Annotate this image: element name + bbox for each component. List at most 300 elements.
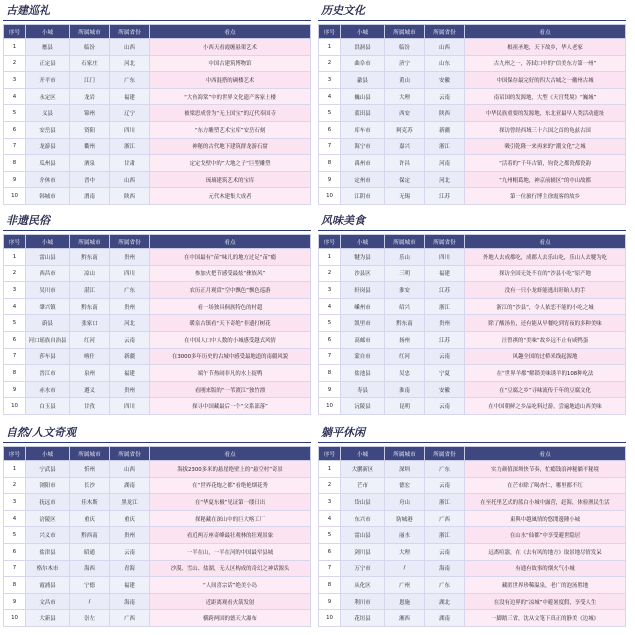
city-cell: 红河 <box>385 348 425 365</box>
province-cell: 广东 <box>425 461 465 478</box>
city-cell: 无锡 <box>385 188 425 205</box>
town-cell: 江阴市 <box>341 188 385 205</box>
table-row <box>319 265 626 282</box>
town-cell: 利川市 <box>341 593 385 610</box>
column-header: 所属城市 <box>70 25 110 39</box>
town-cell: 歙县 <box>341 72 385 89</box>
city-cell: 遵义 <box>70 381 110 398</box>
highlight-cell: 实力颜值深圳快节奏，忙瘾钱浪神秘躺平秘境 <box>465 461 626 478</box>
city-cell: 黔东南 <box>70 249 110 266</box>
city-cell: 临汾 <box>70 39 110 56</box>
city-cell: 广州 <box>385 577 425 594</box>
column-header: 看点 <box>465 447 626 461</box>
rank-cell: 2 <box>319 55 341 72</box>
province-cell: 江苏 <box>425 188 465 205</box>
town-cell: 芒市 <box>341 477 385 494</box>
rank-cell: 1 <box>319 461 341 478</box>
town-cell: 浏阳市 <box>26 477 70 494</box>
city-cell: 张家口 <box>70 315 110 332</box>
city-cell: 渭南 <box>70 188 110 205</box>
province-cell: 云南 <box>425 348 465 365</box>
province-cell: 湖北 <box>425 593 465 610</box>
column-header: 小城 <box>341 235 385 249</box>
town-cell: 雷山县 <box>341 527 385 544</box>
city-cell: 德宏 <box>385 477 425 494</box>
column-header: 看点 <box>150 25 311 39</box>
section-panel <box>318 212 626 415</box>
highlight-cell: “东方雕塑艺术宝库”安岳石刻 <box>150 121 311 138</box>
highlight-cell: 看刚来版的“一苇渡江”独竹漂 <box>150 381 311 398</box>
table-row <box>319 381 626 398</box>
section-title: 历史文化 <box>318 2 626 21</box>
city-cell: 许昌 <box>385 155 425 172</box>
table-row <box>4 577 311 594</box>
rank-cell: 8 <box>319 365 341 382</box>
highlight-cell: “活着的”千年古镇，钧瓷之都瓷都瓷韵 <box>465 155 626 172</box>
town-cell: 正定县 <box>26 55 70 72</box>
rank-cell: 6 <box>319 121 341 138</box>
town-cell: 东兴市 <box>341 510 385 527</box>
province-cell: 河北 <box>425 171 465 188</box>
table-row <box>319 348 626 365</box>
rank-cell: 10 <box>4 188 26 205</box>
city-cell: 大理 <box>385 88 425 105</box>
highlight-cell: 探访全国无处不在的“沙县小吃”原产地 <box>465 265 626 282</box>
table-row <box>4 381 311 398</box>
town-cell: 寿县 <box>341 381 385 398</box>
town-cell: 白玉县 <box>26 398 70 415</box>
city-cell: 黔西南 <box>70 527 110 544</box>
province-cell: 陕西 <box>425 105 465 122</box>
rank-cell: 10 <box>4 610 26 627</box>
table-row <box>319 477 626 494</box>
column-header: 看点 <box>465 235 626 249</box>
province-cell: 四川 <box>110 265 150 282</box>
table-row <box>319 610 626 627</box>
province-cell: 福建 <box>110 577 150 594</box>
highlight-cell: 在至托里艺式的蓝白小城中露营，赶海，体验渔民生活 <box>465 494 626 511</box>
column-header: 看点 <box>150 235 311 249</box>
table-row <box>4 39 311 56</box>
rank-cell: 3 <box>4 282 26 299</box>
table-row <box>319 298 626 315</box>
province-cell: 浙江 <box>110 138 150 155</box>
column-header: 小城 <box>26 25 70 39</box>
city-cell: 济宁 <box>385 55 425 72</box>
town-cell: 蔚县 <box>26 315 70 332</box>
province-cell: 黑龙江 <box>110 494 150 511</box>
table-row <box>4 365 311 382</box>
column-header: 序号 <box>319 235 341 249</box>
highlight-cell: 在中国人口中人数的小城感受越式风情 <box>150 331 311 348</box>
highlight-cell: 定定戈壁中的“大地之子”巨型雕塑 <box>150 155 311 172</box>
rank-cell: 7 <box>4 138 26 155</box>
column-header: 序号 <box>4 447 26 461</box>
province-cell: 浙江 <box>425 298 465 315</box>
highlight-cell: 海拔2300多米的悬崖绝壁上的“悬空村”奇景 <box>150 461 311 478</box>
town-cell: 定州市 <box>341 171 385 188</box>
rank-cell: 6 <box>319 331 341 348</box>
town-cell: 肇兴镇 <box>26 298 70 315</box>
city-cell: 乐山 <box>385 249 425 266</box>
city-cell: 淮安 <box>385 282 425 299</box>
table-row <box>4 88 311 105</box>
table-row <box>319 105 626 122</box>
rank-cell: 1 <box>4 461 26 478</box>
highlight-cell: 元代木建集大成者 <box>150 188 311 205</box>
rank-cell: 9 <box>319 381 341 398</box>
table-header-row <box>4 235 311 249</box>
highlight-cell: 沙漠、雪山、盐湖，无人区构成的奇幻之神话源头 <box>150 560 311 577</box>
rank-cell: 10 <box>4 398 26 415</box>
table-row <box>319 593 626 610</box>
province-cell: 山西 <box>110 171 150 188</box>
table-row <box>4 593 311 610</box>
rank-cell: 2 <box>4 265 26 282</box>
province-cell: 江苏 <box>425 282 465 299</box>
highlight-cell: 浙江的“沙县”，令人依恋不能的小吃之城 <box>465 298 626 315</box>
town-cell: 莎车县 <box>26 348 70 365</box>
town-cell: 禹州市 <box>341 155 385 172</box>
highlight-cell: “九州帽葛地，神京前辅区”的中山故都 <box>465 171 626 188</box>
highlight-cell: 看近两万座奇峰最壮观林的壮观景象 <box>150 527 311 544</box>
highlight-cell: 在山水“仙都”中享受避世隐居 <box>465 527 626 544</box>
highlight-cell: 東與中越風情的悠閒邊陲小城 <box>465 510 626 527</box>
highlight-cell: 中华民族重要的发源地，东北亚最早人类活动遗址 <box>465 105 626 122</box>
province-cell: 安徽 <box>425 72 465 89</box>
city-cell: 长沙 <box>70 477 110 494</box>
highlight-cell: 吸引乾隆一来再来的“潮文化”之城 <box>465 138 626 155</box>
rank-cell: 9 <box>4 171 26 188</box>
rank-cell: 10 <box>319 188 341 205</box>
section-panel <box>3 424 311 627</box>
city-cell: 晋中 <box>70 171 110 188</box>
highlight-cell: 在中国最有“苗”味儿的地方过足“苗”瘾 <box>150 249 311 266</box>
table-row <box>319 39 626 56</box>
highlight-cell: 南诏国的发源地，大型《天宫梵境》“巍城” <box>465 88 626 105</box>
highlight-cell: 外地人去成都吃，成都人去乐山吃，乐山人去犍为吃 <box>465 249 626 266</box>
city-cell: 深圳 <box>385 461 425 478</box>
town-cell: 蒙自市 <box>341 348 385 365</box>
table-row <box>319 55 626 72</box>
table-row <box>319 138 626 155</box>
province-cell: 广东 <box>110 282 150 299</box>
rank-cell: 10 <box>319 610 341 627</box>
table-header-row <box>319 447 626 461</box>
highlight-cell: “大鱼海棠”中的世界文化遗产客家土楼 <box>150 88 311 105</box>
rank-cell: 8 <box>319 155 341 172</box>
table-header-row <box>4 447 311 461</box>
city-cell: 绍兴 <box>385 298 425 315</box>
town-cell: 剑川县 <box>341 543 385 560</box>
highlight-cell: 除了酸汤鱼，还有能从早餐吃到宵夜的多种美味 <box>465 315 626 332</box>
highlight-cell: 神秘的古代地下建筑群龙游石窟 <box>150 138 311 155</box>
ranking-table <box>3 446 311 627</box>
table-row <box>4 331 311 348</box>
town-cell: 韩城市 <box>26 188 70 205</box>
province-cell: 四川 <box>425 249 465 266</box>
rank-cell: 9 <box>319 171 341 188</box>
highlight-cell: 暖泉古镇看“天下奇绝”非遗打树花 <box>150 315 311 332</box>
province-cell: 山西 <box>110 39 150 56</box>
section-panel <box>3 212 311 415</box>
town-cell: 應县 <box>26 39 70 56</box>
rank-cell: 1 <box>319 39 341 56</box>
province-cell: 山东 <box>425 55 465 72</box>
ranking-table <box>3 24 311 205</box>
rank-cell: 8 <box>4 577 26 594</box>
table-row <box>319 331 626 348</box>
section-panel <box>318 2 626 205</box>
city-cell: 佳木斯 <box>70 494 110 511</box>
city-cell: 保定 <box>385 171 425 188</box>
town-cell: 格尔木市 <box>26 560 70 577</box>
rank-cell: 3 <box>319 72 341 89</box>
highlight-cell: 小西天看霞缠悬架艺术 <box>150 39 311 56</box>
table-row <box>4 249 311 266</box>
city-cell: 黔东南 <box>70 298 110 315</box>
table-row <box>4 510 311 527</box>
province-cell: 河南 <box>425 155 465 172</box>
highlight-cell: 远离喧嚣，在《去有风的地方》取景地尽情发呆 <box>465 543 626 560</box>
province-cell: 浙江 <box>425 138 465 155</box>
highlight-cell: 在芒市除了喝杏仁，哪里都不红 <box>465 477 626 494</box>
city-cell: 海西 <box>70 560 110 577</box>
highlight-cell: 在“世界花炮之都”看绝艳烟花秀 <box>150 477 311 494</box>
highlight-cell: 在没有边界的“凉城”中避暑度假，享受人生 <box>465 593 626 610</box>
town-cell: 兴义市 <box>26 527 70 544</box>
province-cell: 宁夏 <box>425 365 465 382</box>
column-header: 所属省份 <box>425 447 465 461</box>
column-header: 所属城市 <box>70 447 110 461</box>
province-cell: 海南 <box>110 593 150 610</box>
city-cell: 喀什 <box>70 348 110 365</box>
rank-cell: 9 <box>4 593 26 610</box>
column-header: 所属城市 <box>385 447 425 461</box>
table-row <box>4 72 311 89</box>
ranking-table <box>318 446 626 627</box>
column-header: 序号 <box>319 25 341 39</box>
city-cell: 酒泉 <box>70 155 110 172</box>
rank-cell: 7 <box>4 348 26 365</box>
column-header: 序号 <box>4 25 26 39</box>
town-cell: 大鹏新区 <box>341 461 385 478</box>
city-cell: 衢州 <box>70 138 110 155</box>
city-cell: 重庆 <box>70 510 110 527</box>
highlight-cell: 中西混搭的碉楼艺术 <box>150 72 311 89</box>
province-cell: 云南 <box>425 477 465 494</box>
table-row <box>319 461 626 478</box>
section-title: 自然/人文奇观 <box>3 424 311 443</box>
rank-cell: 8 <box>4 365 26 382</box>
table-row <box>319 72 626 89</box>
column-header: 所属省份 <box>425 235 465 249</box>
rank-cell: 9 <box>319 593 341 610</box>
rank-cell: 3 <box>319 494 341 511</box>
town-cell: 介休市 <box>26 171 70 188</box>
table-row <box>319 249 626 266</box>
highlight-cell: 在“华夏东极”见证第一缕日出 <box>150 494 311 511</box>
table-header-row <box>4 25 311 39</box>
town-cell: 雷山县 <box>26 249 70 266</box>
table-header-row <box>319 25 626 39</box>
ranking-table <box>3 234 311 415</box>
rank-cell: 2 <box>4 477 26 494</box>
section-title: 古建巡礼 <box>3 2 311 21</box>
city-cell: 黄山 <box>385 72 425 89</box>
highlight-cell: 在中国朝鲜之乡品吃料过游，尝遍地道山西美味 <box>465 398 626 415</box>
column-header: 小城 <box>341 447 385 461</box>
town-cell: 宁武县 <box>26 461 70 478</box>
province-cell: 四川 <box>110 398 150 415</box>
town-cell: 开平市 <box>26 72 70 89</box>
province-cell: 广东 <box>110 72 150 89</box>
province-cell: 云南 <box>425 88 465 105</box>
highlight-cell: 风趣全国的过桥米线起源地 <box>465 348 626 365</box>
city-cell: 江门 <box>70 72 110 89</box>
highlight-cell: 中国保存最完好的四大古城之一徽州古城 <box>465 72 626 89</box>
town-cell: 蓝田县 <box>341 105 385 122</box>
city-cell: 昭通 <box>70 543 110 560</box>
city-cell: 恩施 <box>385 593 425 610</box>
highlight-cell: “人间喜宗话”绝美小岛 <box>150 577 311 594</box>
province-cell: 新疆 <box>425 121 465 138</box>
highlight-cell: 被梁思成誉为“无上国宝”的辽代奉国寺 <box>150 105 311 122</box>
province-cell: 云南 <box>110 543 150 560</box>
town-cell: 轩岗县 <box>341 282 385 299</box>
town-cell: 花垣县 <box>341 610 385 627</box>
city-cell: 丽水 <box>385 527 425 544</box>
town-cell: 河口瑶族自治县 <box>26 331 70 348</box>
rank-cell: 5 <box>319 527 341 544</box>
city-cell: / <box>385 560 425 577</box>
rank-cell: 2 <box>319 265 341 282</box>
town-cell: 文昌市 <box>26 593 70 610</box>
table-row <box>4 138 311 155</box>
province-cell: 浙江 <box>425 527 465 544</box>
province-cell: 安徽 <box>425 381 465 398</box>
rank-cell: 5 <box>4 315 26 332</box>
town-cell: 瓜州县 <box>26 155 70 172</box>
rank-cell: 6 <box>4 331 26 348</box>
highlight-cell: 有通有故事的烟火气小城 <box>465 560 626 577</box>
town-cell: 凯里市 <box>341 315 385 332</box>
rank-cell: 5 <box>4 527 26 544</box>
column-header: 所属城市 <box>385 25 425 39</box>
table-row <box>4 315 311 332</box>
city-cell: 三明 <box>385 265 425 282</box>
town-cell: 高邮市 <box>341 331 385 348</box>
city-cell: 嘉兴 <box>385 138 425 155</box>
table-row <box>319 155 626 172</box>
column-header: 所属省份 <box>425 25 465 39</box>
table-row <box>4 527 311 544</box>
town-cell: 犍为县 <box>341 249 385 266</box>
province-cell: 海南 <box>425 560 465 577</box>
rank-cell: 5 <box>4 105 26 122</box>
province-cell: 云南 <box>425 398 465 415</box>
highlight-cell: 中国古建筑博物馆 <box>150 55 311 72</box>
column-header: 所属城市 <box>385 235 425 249</box>
rank-cell: 6 <box>4 543 26 560</box>
town-cell: 万宁市 <box>341 560 385 577</box>
highlight-cell: 近距离观看火箭发射 <box>150 593 311 610</box>
highlight-cell: 端午节热闹非凡的水上捉鸭 <box>150 365 311 382</box>
city-cell: 宁德 <box>70 577 110 594</box>
town-cell: 岱山县 <box>341 494 385 511</box>
city-cell: 淮南 <box>385 381 425 398</box>
town-cell: 晋江市 <box>26 365 70 382</box>
table-row <box>4 282 311 299</box>
town-cell: 曲阜市 <box>341 55 385 72</box>
table-row <box>319 121 626 138</box>
city-cell: 阿克苏 <box>385 121 425 138</box>
rank-cell: 8 <box>319 577 341 594</box>
town-cell: 库车市 <box>341 121 385 138</box>
rank-cell: 6 <box>319 543 341 560</box>
province-cell: 湖南 <box>110 477 150 494</box>
province-cell: 河北 <box>110 315 150 332</box>
rank-cell: 1 <box>4 39 26 56</box>
city-cell: 防城港 <box>385 510 425 527</box>
town-cell: 大新县 <box>26 610 70 627</box>
highlight-cell: 根祖圣地，天下故乡，华人老家 <box>465 39 626 56</box>
rank-cell: 4 <box>319 298 341 315</box>
town-cell: 嵊州市 <box>341 298 385 315</box>
province-cell: 贵州 <box>110 249 150 266</box>
table-row <box>319 494 626 511</box>
rank-cell: 5 <box>319 315 341 332</box>
rank-cell: 5 <box>319 105 341 122</box>
table-row <box>319 365 626 382</box>
table-row <box>4 494 311 511</box>
rank-cell: 6 <box>4 121 26 138</box>
city-cell: 红河 <box>70 331 110 348</box>
city-cell: 资阳 <box>70 121 110 138</box>
highlight-cell: 在3000多年历史的古城中感受最地道的南疆风貌 <box>150 348 311 365</box>
city-cell: 崇左 <box>70 610 110 627</box>
highlight-cell: 在“世界羊都”解锁美味诱羊的108种吃法 <box>465 365 626 382</box>
city-cell: / <box>70 593 110 610</box>
rank-cell: 9 <box>4 381 26 398</box>
table-row <box>4 105 311 122</box>
rank-cell: 2 <box>319 477 341 494</box>
section-panel <box>3 2 311 205</box>
highlight-cell: 农历正月观赏“空中飘色”飘色巡游 <box>150 282 311 299</box>
city-cell: 凉山 <box>70 265 110 282</box>
province-cell: 贵州 <box>110 527 150 544</box>
city-cell: 临汾 <box>385 39 425 56</box>
town-cell: 抚远市 <box>26 494 70 511</box>
province-cell: 云南 <box>425 543 465 560</box>
column-header: 小城 <box>26 235 70 249</box>
highlight-cell: 琉璃建筑艺术的宝库 <box>150 171 311 188</box>
rank-cell: 7 <box>319 348 341 365</box>
province-cell: 陕西 <box>110 188 150 205</box>
column-header: 所属省份 <box>110 25 150 39</box>
highlight-cell: 探访曾经西域三十六国之首的龟兹古国 <box>465 121 626 138</box>
table-row <box>4 610 311 627</box>
town-cell: 龙游县 <box>26 138 70 155</box>
highlight-cell: 没有一只小龙虾能逃出盱眙人的手 <box>465 282 626 299</box>
table-header-row <box>319 235 626 249</box>
town-cell: 沅陵县 <box>341 398 385 415</box>
province-cell: 新疆 <box>110 348 150 365</box>
table-row <box>4 265 311 282</box>
province-cell: 山西 <box>110 461 150 478</box>
rank-cell: 1 <box>319 249 341 266</box>
table-row <box>4 543 311 560</box>
